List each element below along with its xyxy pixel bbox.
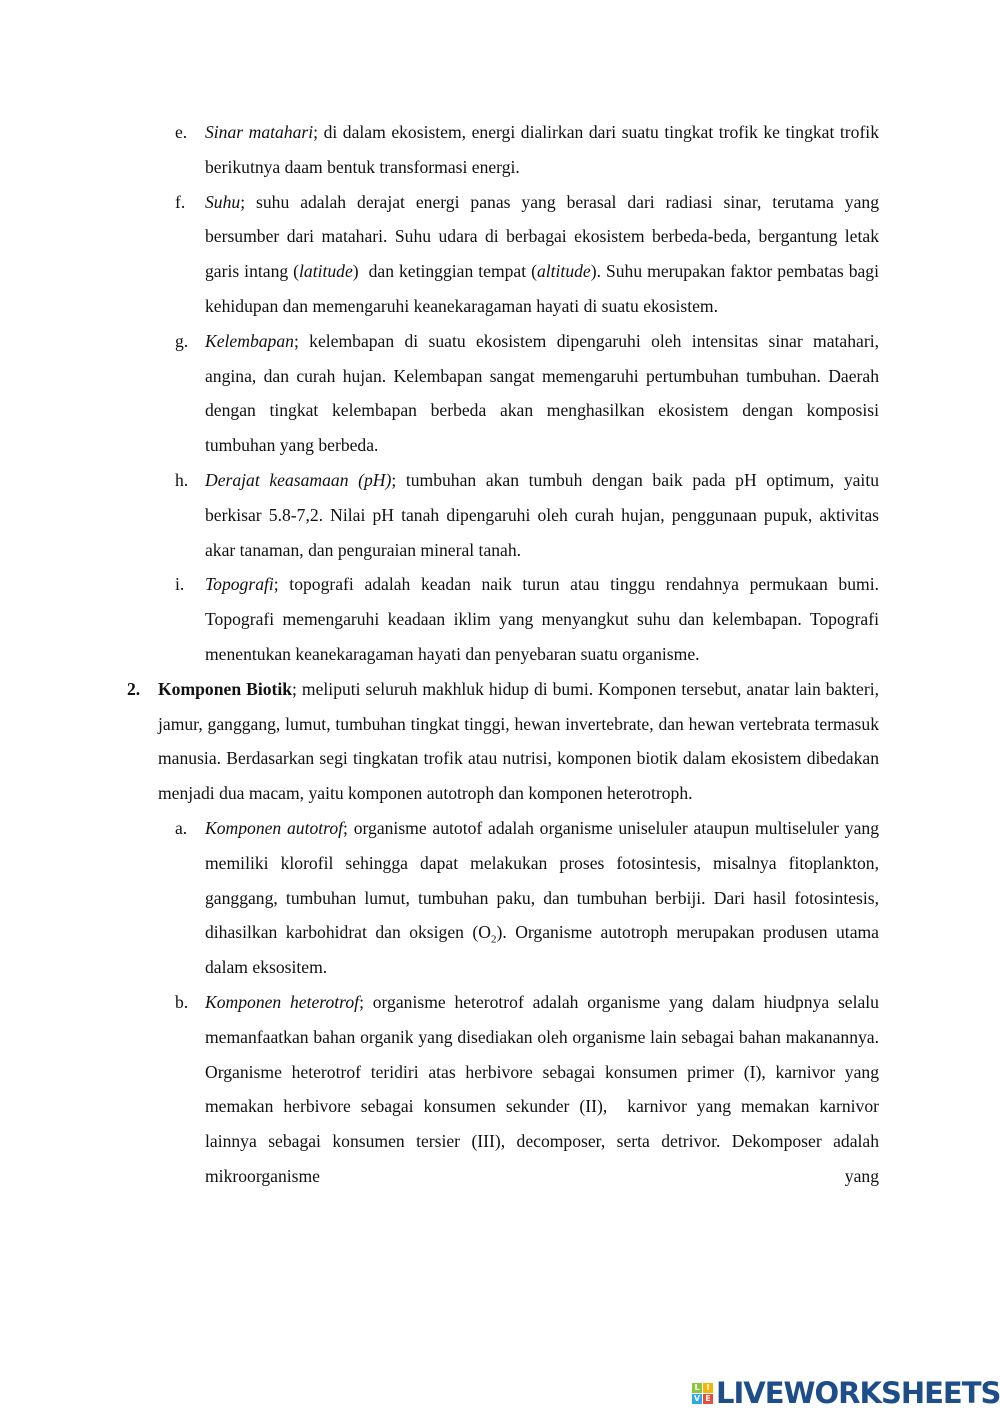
list-item-kelembapan xyxy=(175,324,879,463)
item-italic: altitude xyxy=(536,261,591,282)
item-term: Topografi xyxy=(205,574,274,595)
item-label: f. xyxy=(175,191,186,212)
list-item-topografi xyxy=(175,567,879,671)
section-number: 2. xyxy=(127,678,141,699)
item-label: i. xyxy=(175,574,185,595)
item-text: ; suhu adalah derajat energi panas yang berasal dari radiasi sinar, terutama yang bersumber dari matahari. Suhu udara di berbagai ekosistem berbeda-beda, bergantung letak garis intang ( xyxy=(205,191,879,282)
item-text: ). Suhu merupakan faktor pembatas bagi kehidupan dan memengaruhi keanekaragaman hayati di suatu ekosistem. xyxy=(205,261,879,316)
item-text: ) dan ketinggian tempat ( xyxy=(352,261,537,282)
item-label: g. xyxy=(175,330,189,351)
list-item-sinar-matahari xyxy=(175,115,879,185)
section-text: ; meliputi seluruh makhluk hidup di bumi. Komponen tersebut, anatar lain bakteri, jamur, ganggang, lumut, tumbuhan tingkat tinggi, hewan invertebrate, dan hewan vertebrata termasuk manusia. Berdasarkan segi tingkatan trofik atau nutrisi, komponen biotik dalam ekosistem dibedakan menjadi dua macam, yaitu komponen autotroph dan komponen heterotroph. xyxy=(158,678,879,804)
liveworksheets-logo xyxy=(692,1376,1000,1410)
item-text: ; tumbuhan akan tumbuh dengan baik pada pH optimum, yaitu berkisar 5.8-7,2. Nilai pH tanah dipengaruhi oleh curah hujan, penggunaan pupuk, aktivitas akar tanaman, dan penguraian mineral tanah. xyxy=(205,469,879,560)
item-term: Kelembapan xyxy=(205,330,294,351)
item-text: ; di dalam ekosistem, energi dialirkan dari suatu tingkat trofik ke tingkat trofik berikutnya daam bentuk transformasi energi. xyxy=(205,122,879,177)
subscript: 2 xyxy=(490,933,497,946)
item-italic: latitude xyxy=(299,261,353,282)
logo-tiles-icon xyxy=(692,1383,713,1404)
item-text: ). Organisme autotroph merupakan produsen utama dalam eksositem. xyxy=(205,922,879,978)
logo-tile: L xyxy=(692,1383,702,1393)
list-item-heterotrof xyxy=(175,985,884,1194)
item-label: e. xyxy=(175,122,188,142)
item-term: Derajat keasamaan (pH) xyxy=(205,469,392,490)
item-text: ; kelembapan di suatu ekosistem dipengaruhi oleh intensitas sinar matahari, angina, dan curah hujan. Kelembapan sangat memengaruhi pertumbuhan tumbuhan. Daerah dengan tingkat kelembapan berbeda akan menghasilkan ekosistem dengan komposisi tumbuhan yang berbeda. xyxy=(205,330,879,456)
item-term: Suhu xyxy=(205,191,241,212)
logo-tile: V xyxy=(693,1393,701,1403)
logo-tile: I xyxy=(703,1383,713,1393)
document-page xyxy=(0,115,1000,1194)
logo-tile: E xyxy=(703,1394,713,1404)
item-label: a. xyxy=(175,817,188,838)
list-item-suhu xyxy=(175,185,879,324)
list-item-ph xyxy=(175,463,879,567)
item-term: Sinar matahari xyxy=(205,122,314,142)
item-label: b. xyxy=(175,991,189,1012)
item-label: h. xyxy=(175,469,189,490)
logo-text: LIVEWORKSHEETS xyxy=(716,1376,1000,1410)
item-text: ; topografi adalah keadan naik turun atau tinggu rendahnya permukaan bumi. Topografi memengaruhi keadaan iklim yang menyangkut suhu dan kelembapan. Topografi menentukan keanekaragaman hayati dan penyebaran suatu organisme. xyxy=(205,574,879,664)
list-item-autotrof xyxy=(175,811,879,985)
item-term: Komponen autotrof xyxy=(205,817,344,838)
item-term: Komponen heterotrof xyxy=(205,991,360,1012)
item-text: ; organisme autotof adalah organisme uniseluler ataupun multiseluler yang memiliki klorofil sehingga dapat melakukan proses fotosintesis, misalnya fitoplankton, ganggang, tumbuhan lumut, tumbuhan paku, dan tumbuhan berbiji. Dari hasil fotosintesis, dihasilkan karbohidrat dan oksigen (O xyxy=(205,817,879,943)
section-komponen-biotik xyxy=(127,672,879,811)
item-text: ; organisme heterotrof adalah organisme yang dalam hiudpnya selalu memanfaatkan bahan organik yang disediakan oleh organisme lain sebagai bahan makanannya. Organisme heterotrof teridiri atas herbivore sebagai konsumen primer (I), karnivor yang memakan herbivore sebagai konsumen sekunder (II), karnivor yang memakan karnivor lainnya sebagai konsumen tersier (III), decomposer, serta detrivor. Dekomposer adalah mikroorganisme yang xyxy=(205,991,884,1186)
section-term: Komponen Biotik xyxy=(158,678,293,699)
